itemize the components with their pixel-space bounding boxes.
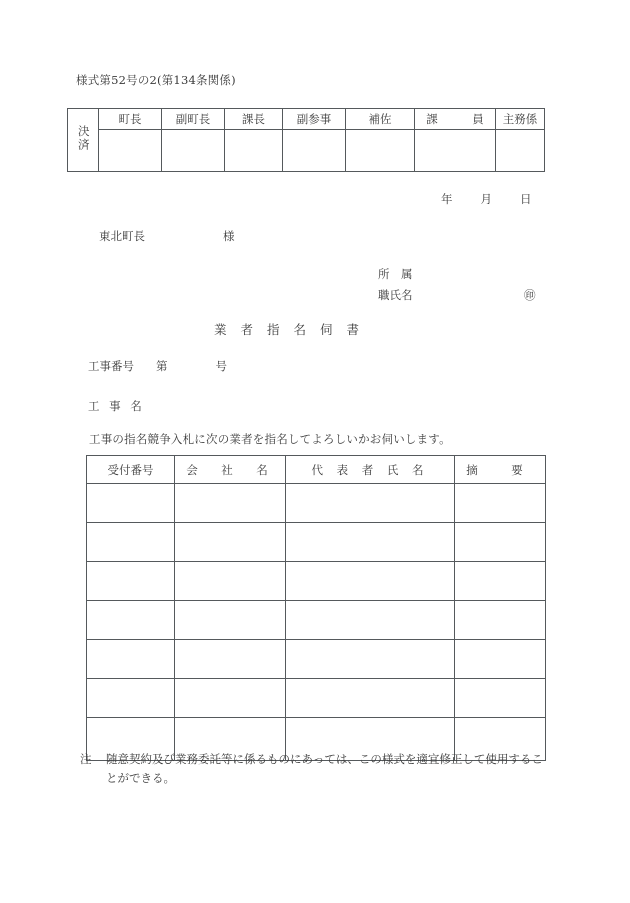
- vendor-cell-remarks[interactable]: [455, 679, 546, 718]
- work-number-suffix: 号: [215, 359, 227, 373]
- vendor-table: [86, 455, 546, 761]
- approval-header-deputy-mayor: 副町長: [162, 109, 225, 130]
- vendor-cell-remarks[interactable]: [455, 562, 546, 601]
- approval-table: [67, 108, 545, 172]
- approval-cell-deputy-mayor[interactable]: [162, 130, 225, 172]
- approval-label: 決済: [76, 125, 91, 152]
- approval-cell-clerk[interactable]: [496, 130, 545, 172]
- table-row: [87, 523, 546, 562]
- page-title: 業者指名伺書: [214, 322, 374, 337]
- date-day-label[interactable]: 日: [520, 192, 532, 206]
- date-month-label[interactable]: 月: [480, 192, 492, 206]
- addressee-line: [99, 228, 235, 244]
- vendor-cell-company-name[interactable]: [175, 562, 286, 601]
- vendor-cell-company-name[interactable]: [175, 640, 286, 679]
- vendor-cell-receipt-number[interactable]: [87, 640, 175, 679]
- vendor-header-remarks: 摘 要: [455, 456, 546, 484]
- approval-cell-mayor[interactable]: [99, 130, 162, 172]
- vendor-header-company-name: 会 社 名: [175, 456, 286, 484]
- work-number-prefix: 第: [156, 359, 168, 373]
- footer-note-line2: とができる。: [106, 771, 175, 785]
- vendor-cell-receipt-number[interactable]: [87, 523, 175, 562]
- vendor-cell-receipt-number[interactable]: [87, 562, 175, 601]
- sender-affiliation-label: 所 属: [378, 267, 413, 281]
- approval-header-clerk: 主務係: [496, 109, 545, 130]
- vendor-cell-receipt-number[interactable]: [87, 601, 175, 640]
- vendor-cell-representative-name[interactable]: [286, 523, 455, 562]
- table-row: [87, 601, 546, 640]
- vendor-header-receipt-number: 受付番号: [87, 456, 175, 484]
- sender-name-label: 職氏名: [378, 288, 413, 302]
- vendor-header-representative-name: 代 表 者 氏 名: [286, 456, 455, 484]
- date-year-label[interactable]: 年: [441, 192, 453, 206]
- vendor-cell-representative-name[interactable]: [286, 484, 455, 523]
- vendor-cell-remarks[interactable]: [455, 484, 546, 523]
- statement-text: 工事の指名競争入札に次の業者を指名してよろしいかお伺いします。: [89, 432, 451, 446]
- approval-cell-assistant[interactable]: [346, 130, 415, 172]
- vendor-table-header-row: [87, 456, 546, 484]
- table-row: [87, 484, 546, 523]
- seal-icon: ㊞: [524, 288, 536, 302]
- vendor-cell-representative-name[interactable]: [286, 640, 455, 679]
- approval-header-mayor: 町長: [99, 109, 162, 130]
- vendor-cell-representative-name[interactable]: [286, 562, 455, 601]
- addressee-honorific: 様: [223, 229, 235, 243]
- footer-note-marker: 注: [80, 752, 92, 766]
- work-name-line: [88, 398, 145, 414]
- addressee-recipient: 東北町長: [99, 229, 145, 243]
- vendor-cell-representative-name[interactable]: [286, 679, 455, 718]
- approval-header-assistant: 補佐: [346, 109, 415, 130]
- approval-cell-section-chief[interactable]: [225, 130, 283, 172]
- work-number-label: 工事番号: [88, 359, 134, 373]
- approval-cell-deputy-councilor[interactable]: [283, 130, 346, 172]
- vendor-cell-remarks[interactable]: [455, 523, 546, 562]
- approval-header-staff: 課 員: [415, 109, 496, 130]
- approval-cell-staff[interactable]: [415, 130, 496, 172]
- sender-affiliation-row: [378, 264, 421, 285]
- sender-name-row: [378, 285, 536, 306]
- vendor-cell-company-name[interactable]: [175, 679, 286, 718]
- approval-header-deputy-councilor: 副参事: [283, 109, 346, 130]
- vendor-cell-receipt-number[interactable]: [87, 484, 175, 523]
- sender-block: [378, 264, 536, 306]
- approval-table-value-row: [68, 130, 545, 172]
- table-row: [87, 679, 546, 718]
- work-name-label: 工 事 名: [88, 399, 145, 413]
- table-row: [87, 640, 546, 679]
- footer-note-line1: 随意契約及び業務委託等に係るものにあっては、この様式を適宜修正して使用するこ: [106, 752, 543, 766]
- vendor-cell-remarks[interactable]: [455, 640, 546, 679]
- date-line: [441, 191, 532, 207]
- vendor-cell-company-name[interactable]: [175, 523, 286, 562]
- approval-label-cell: [68, 109, 99, 172]
- work-number-line: [88, 358, 227, 374]
- vendor-cell-representative-name[interactable]: [286, 601, 455, 640]
- table-row: [87, 562, 546, 601]
- approval-header-section-chief: 課長: [225, 109, 283, 130]
- form-number: 様式第52号の2(第134条関係): [76, 73, 236, 87]
- approval-table-header-row: [68, 109, 545, 130]
- vendor-cell-remarks[interactable]: [455, 601, 546, 640]
- footer-note: [80, 750, 556, 788]
- vendor-cell-receipt-number[interactable]: [87, 679, 175, 718]
- vendor-cell-company-name[interactable]: [175, 601, 286, 640]
- vendor-cell-company-name[interactable]: [175, 484, 286, 523]
